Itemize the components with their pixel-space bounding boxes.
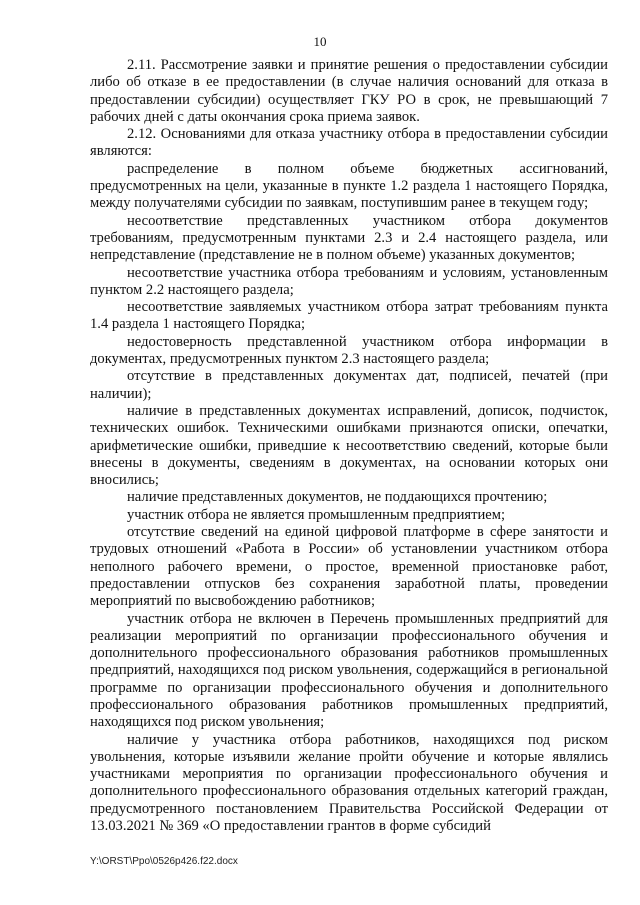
page-number: 10 [313,34,327,49]
file-path-footer: Y:\ORST\Ppo\0526p426.f22.docx [90,856,238,867]
reason-prior-participants: наличие у участника отбора работников, находящихся под риском увольнения, которые изъявили желание пройти обучение и которые являлись участниками мероприятия по организации профессионального обучения и дополнительного профессионального образования отдельных категорий граждан, предусмотренного постановлением Правительства Российской Федерации от 13.03.2021 № 369 «О предоставлении грантов в форме субсидий [90,731,608,835]
reason-documents-mismatch: несоответствие представленных участником отбора документов требованиям, предусмотренным пунктами 2.3 и 2.4 настоящего раздела, или непредставление (представление не в полном объеме) указанных документов; [90,212,608,264]
reason-missing-signatures: отсутствие в представленных документах дат, подписей, печатей (при наличии); [90,368,608,402]
reason-no-platform-data: отсутствие сведений на единой цифровой платформе в сфере занятости и трудовых отношений «Работа в России» об установлении участником отбора неполного рабочего времени, о простое, временной приостановке работ, предоставлении отпусков без сохранения заработной платы, проведении мероприятий по высвобождению работников; [90,524,608,610]
reason-unreadable-documents: наличие представленных документов, не поддающихся прочтению; [127,489,548,506]
document-body [90,57,608,835]
reason-false-information: недостоверность представленной участником отбора информации в документах, предусмотренных пунктом 2.3 настоящего раздела; [90,333,608,368]
reason-corrections-errors: наличие в представленных документах исправлений, дописок, подчисток, технических ошибок. Техническими ошибками признаются описки, опечатки, арифметические ошибки, приведшие к несоответствию сведений, которые были внесены в документы, сведениям в документах, на основании которых они вносились; [90,402,608,489]
reason-not-in-list: участник отбора не включен в Перечень промышленных предприятий для реализации мероприятий по организации профессионального обучения и дополнительного профессионального образования работников промышленных предприятий, находящихся под риском увольнения, содержащийся в региональной программе по организации профессионального обучения и дополнительного профессионального образования работников промышленных предприятий, находящихся под риском увольнения; [90,610,608,731]
reason-not-industrial: участник отбора не является промышленным предприятием; [127,506,506,523]
paragraph-2-12: 2.12. Основаниями для отказа участнику отбора в предоставлении субсидии являются: [90,126,608,160]
paragraph-2-11: 2.11. Рассмотрение заявки и принятие решения о предоставлении субсидии либо об отказе в ее предоставлении (в случае наличия оснований для отказа в предоставлении субсидии) осуществляет ГКУ РО в срок, не превышающий 7 рабочих дней с даты окончания срока приема заявок. [90,57,608,125]
reason-costs-mismatch: несоответствие заявляемых участником отбора затрат требованиям пункта 1.4 раздела 1 настоящего Порядка; [90,299,608,333]
reason-budget-exhausted: распределение в полном объеме бюджетных ассигнований, предусмотренных на цели, указанные в пункте 1.2 раздела 1 настоящего Порядка, между получателями субсидии по заявкам, поступившим ранее в текущем году; [90,160,608,212]
reason-participant-mismatch: несоответствие участника отбора требованиям и условиям, установленным пунктом 2.2 настоящего раздела; [90,264,608,298]
